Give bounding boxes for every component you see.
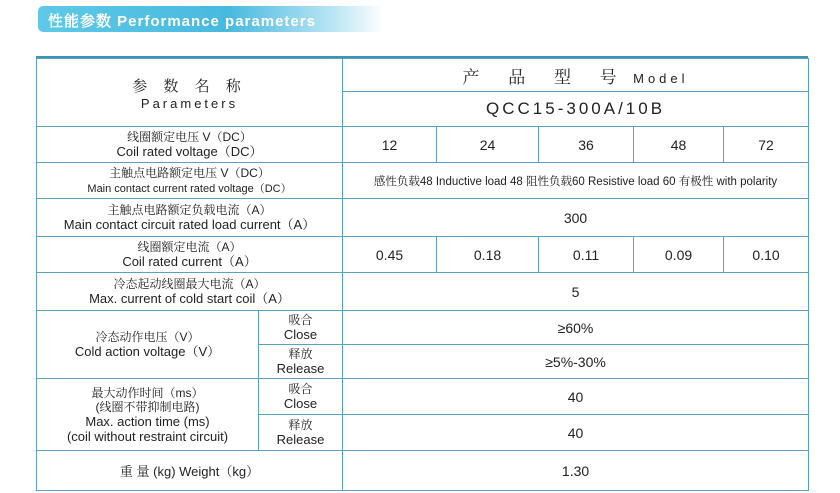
coil-current-value: 0.45 [343,237,437,273]
coil-current-en: Coil rated current（A） [122,254,257,269]
cold-action-label [37,311,259,379]
action-time-label [37,379,259,451]
cold-start-value: 5 [343,273,809,311]
coil-voltage-label [37,127,343,163]
main-contact-voltage-value: 感性负载48 Inductive load 48 阻性负载60 Resistive load 60 有极性 with polarity [343,163,809,199]
cold-action-release-en: Release [276,361,325,376]
coil-voltage-value: 48 [634,127,724,163]
load-current-value: 300 [343,199,809,237]
cold-action-release-value: ≥5%-30% [343,345,809,379]
main-contact-voltage-cn: 主触点电路额定电压 V（DC） [109,165,270,180]
action-time-release-label [259,415,343,451]
action-time-close-en: Close [283,396,318,411]
coil-current-value: 0.18 [437,237,539,273]
action-time-close-value: 40 [343,379,809,415]
section-title: 性能参数 Performance parameters [48,13,316,30]
cold-action-cn: 冷态动作电压（V） [95,330,200,344]
action-time-release-cn: 释放 [288,418,313,432]
action-time-close-cn: 吸合 [288,382,313,396]
action-time-en2: (coil without restraint circuit) [66,428,229,444]
action-time-cn1: 最大动作时间（ms） [91,385,204,400]
cold-action-close-label [259,311,343,345]
main-contact-voltage-en: Main contact current rated voltage（DC） [87,182,292,195]
table-row [37,273,809,311]
cold-start-en: Max. current of cold start coil（A） [89,291,290,306]
coil-current-cn: 线圈额定电流（A） [137,240,242,254]
parameters-header [37,59,343,127]
cold-action-en: Cold action voltage（V） [74,344,221,359]
action-time-cn2: (线圈不带抑制电路) [95,399,200,414]
parameters-header-en: Parameters [140,95,239,111]
coil-voltage-value: 24 [437,127,539,163]
coil-current-label [37,237,343,273]
table-row [37,59,809,92]
model-header [343,59,809,92]
model-code: QCC15-300A/10B [343,92,809,127]
section-header [38,6,384,32]
table-row [37,451,809,491]
action-time-release-en: Release [276,432,325,447]
coil-voltage-cn: 线圈额定电压 V（DC） [127,130,252,144]
cold-action-release-label [259,345,343,379]
table-row [37,237,809,273]
cold-start-label [37,273,343,311]
action-time-release-value: 40 [343,415,809,451]
cold-action-release-cn: 释放 [288,347,313,361]
coil-voltage-value: 72 [724,127,809,163]
weight-value: 1.30 [343,451,809,491]
parameters-header-cn: 参 数 名 称 [132,77,247,95]
model-header-en: Model [633,70,689,86]
table-row [37,379,809,415]
model-header-cn: 产 品 型 号 [462,67,629,87]
coil-current-value: 0.09 [634,237,724,273]
weight-label: 重 量 (kg) Weight（kg） [37,451,343,491]
table-row [37,127,809,163]
load-current-cn: 主触点电路额定负载电流（A） [107,203,272,217]
main-contact-voltage-label [37,163,343,199]
cold-action-close-value: ≥60% [343,311,809,345]
action-time-en1: Max. action time (ms) [85,413,210,429]
coil-current-value: 0.10 [724,237,809,273]
table-row [37,311,809,345]
action-time-close-label [259,379,343,415]
coil-voltage-value: 36 [539,127,634,163]
cold-action-close-en: Close [283,327,318,342]
coil-voltage-en: Coil rated voltage（DC） [116,144,263,159]
cold-start-cn: 冷态起动线圈最大电流（A） [113,277,266,291]
load-current-en: Main contact circuit rated load current（A） [63,217,316,232]
performance-table [36,58,809,491]
table-row [37,163,809,199]
cold-action-close-cn: 吸合 [288,313,313,327]
coil-voltage-value: 12 [343,127,437,163]
load-current-label [37,199,343,237]
table-row [37,199,809,237]
coil-current-value: 0.11 [539,237,634,273]
